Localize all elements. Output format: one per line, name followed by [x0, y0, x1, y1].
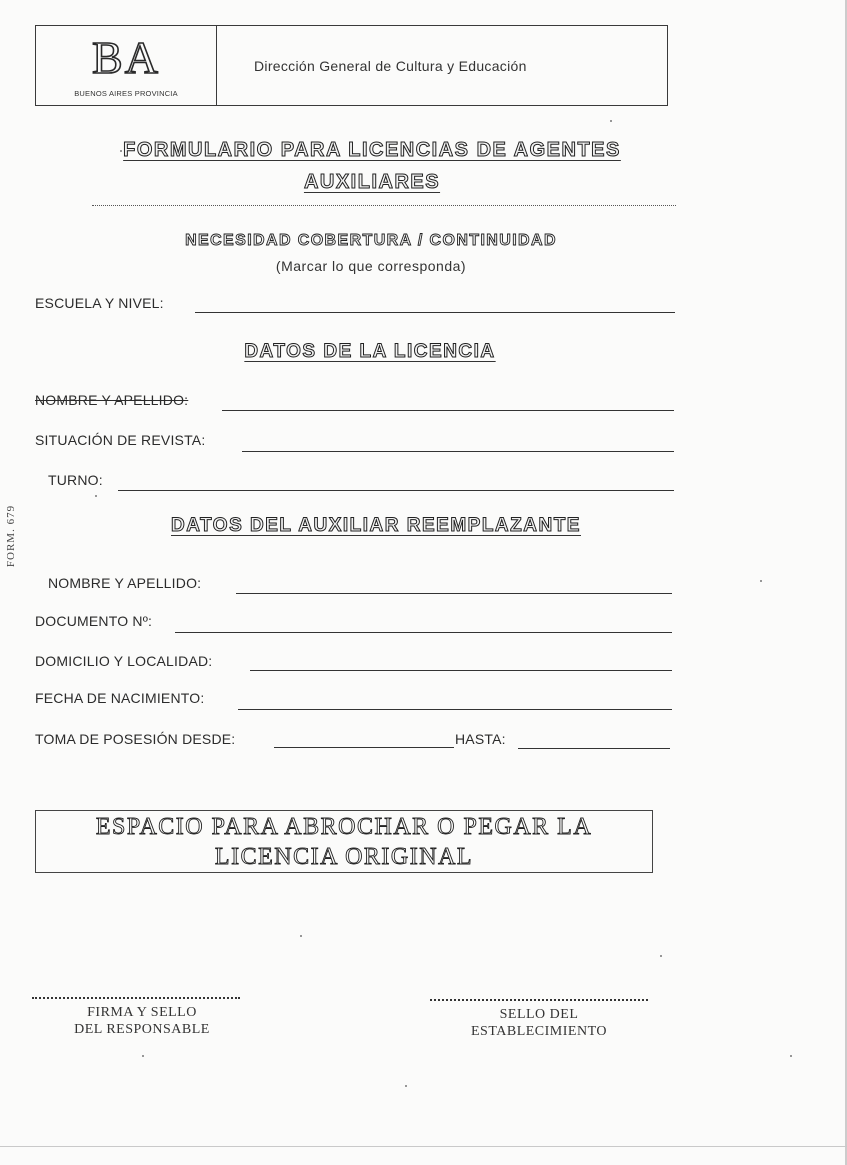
- form-code: FORM. 679: [5, 504, 18, 568]
- logo: [36, 26, 217, 105]
- seal-caption-line2: ESTABLECIMIENTO: [470, 1024, 607, 1039]
- license-name-field[interactable]: [222, 410, 674, 411]
- scan-speck: [790, 1055, 792, 1057]
- responsible-caption-line2: DEL RESPONSABLE: [74, 1022, 210, 1037]
- school-seal-caption: [430, 1006, 648, 1040]
- license-name-label: NOMBRE Y APELLIDO:: [35, 392, 189, 408]
- responsible-signature-line[interactable]: [32, 997, 240, 999]
- school-field[interactable]: [195, 312, 675, 313]
- responsible-signature-caption: [32, 1004, 252, 1038]
- address-field[interactable]: [250, 670, 672, 671]
- license-section-title: DATOS DE LA LICENCIA: [244, 341, 496, 362]
- license-shift-field[interactable]: [118, 490, 674, 491]
- possession-from-field[interactable]: [274, 747, 454, 748]
- possession-from-label: TOMA DE POSESIÓN DESDE:: [35, 731, 236, 747]
- logo-caption: BUENOS AIRES PROVINCIA: [74, 89, 178, 98]
- school-label: ESCUELA Y NIVEL:: [35, 295, 164, 311]
- attach-original-license-box: [35, 810, 653, 873]
- scan-speck: [405, 1085, 407, 1087]
- scan-speck: [120, 150, 122, 152]
- replacement-name-label: NOMBRE Y APELLIDO:: [48, 575, 202, 591]
- scan-speck: [660, 955, 662, 957]
- attach-line2: LICENCIA ORIGINAL: [214, 843, 474, 870]
- license-status-field[interactable]: [242, 451, 674, 452]
- scan-edge-bottom: [0, 1146, 847, 1147]
- scan-speck: [142, 1055, 144, 1057]
- license-status-label: SITUACIÓN DE REVISTA:: [35, 432, 206, 448]
- form-title-line2: AUXILIARES: [303, 171, 441, 193]
- seal-caption-line1: SELLO DEL: [499, 1007, 579, 1022]
- responsible-caption-line1: FIRMA Y SELLO: [87, 1005, 197, 1020]
- replacement-section-title: DATOS DEL AUXILIAR REEMPLAZANTE: [171, 515, 581, 536]
- department-name: Dirección General de Cultura y Educación: [254, 58, 527, 74]
- birthdate-field[interactable]: [238, 709, 672, 710]
- logo-letters: BA: [92, 32, 160, 83]
- form-title: [90, 134, 654, 198]
- license-shift-label: TURNO:: [48, 472, 103, 488]
- possession-until-label: HASTA:: [455, 731, 506, 747]
- scan-speck: [300, 935, 302, 937]
- scan-speck: [95, 495, 97, 497]
- replacement-name-field[interactable]: [236, 593, 672, 594]
- school-seal-line[interactable]: [430, 999, 648, 1001]
- scan-speck: [760, 580, 762, 582]
- possession-until-field[interactable]: [518, 748, 670, 749]
- coverage-heading: NECESIDAD COBERTURA / CONTINUIDAD: [185, 232, 557, 249]
- scan-speck: [610, 120, 612, 122]
- birthdate-label: FECHA DE NACIMIENTO:: [35, 690, 205, 706]
- form-title-line1: FORMULARIO PARA LICENCIAS DE AGENTES: [123, 139, 621, 161]
- document-field[interactable]: [175, 632, 672, 633]
- title-divider: [92, 205, 676, 206]
- attach-line1: ESPACIO PARA ABROCHAR O PEGAR LA: [95, 813, 593, 840]
- coverage-hint: (Marcar lo que corresponda): [275, 258, 467, 274]
- address-label: DOMICILIO Y LOCALIDAD:: [35, 653, 213, 669]
- header-box: [35, 25, 668, 106]
- document-label: DOCUMENTO Nº:: [35, 613, 153, 629]
